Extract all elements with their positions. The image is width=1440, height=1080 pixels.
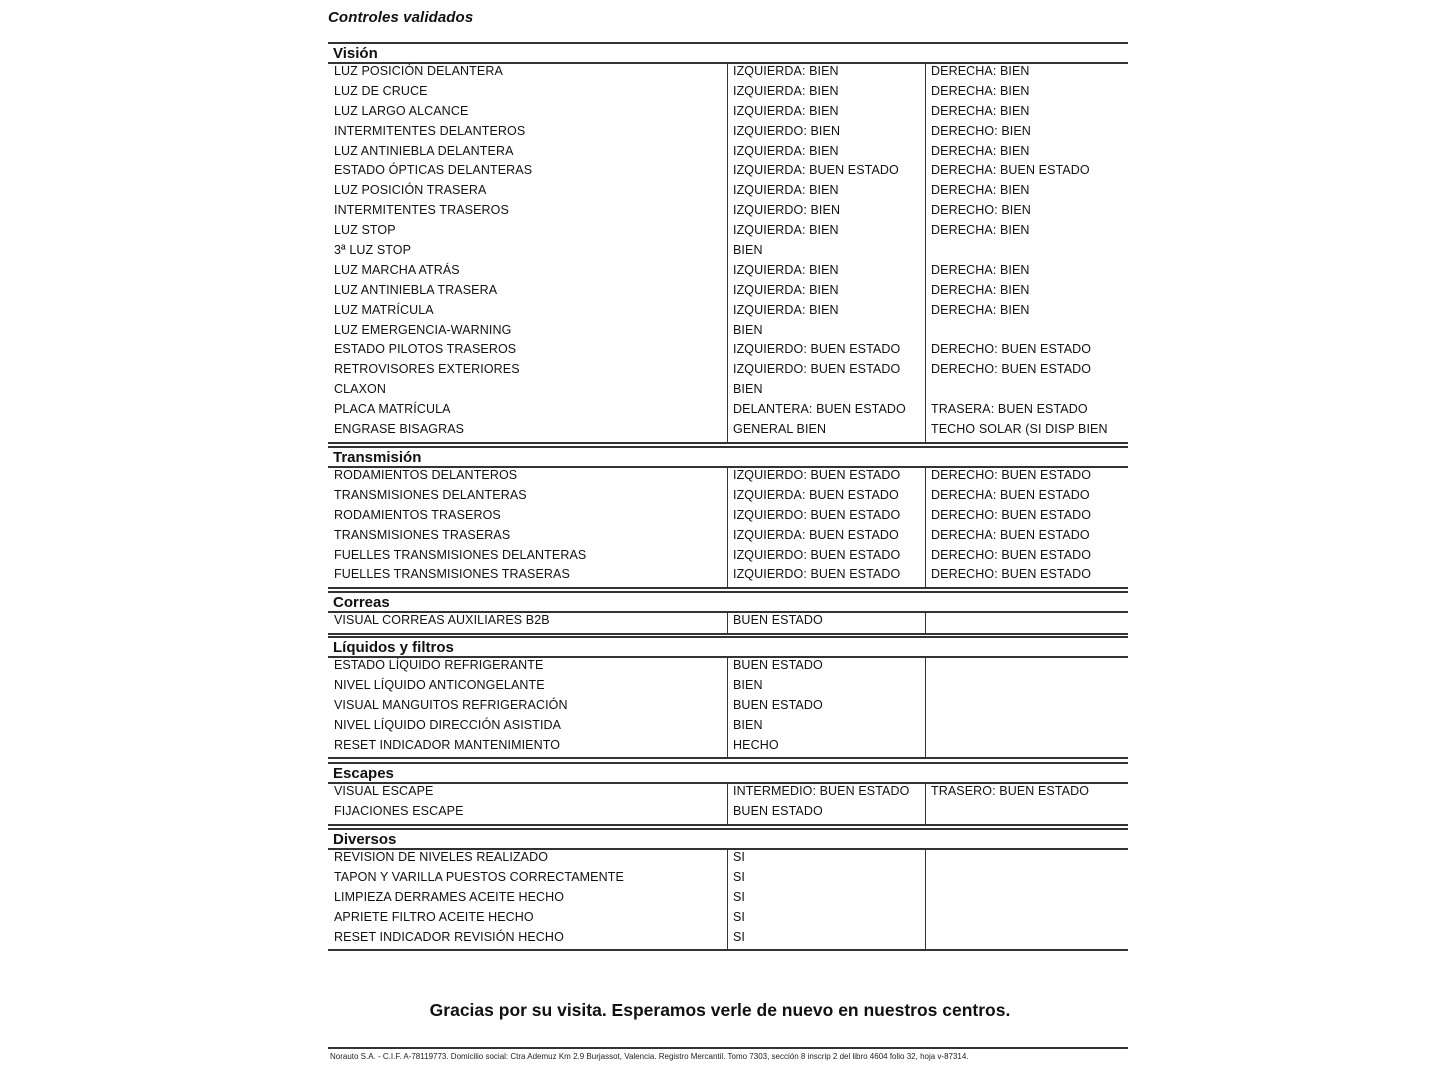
check-item-label: INTERMITENTES DELANTEROS: [334, 123, 526, 138]
section: [328, 636, 1128, 759]
check-result-primary: IZQUIERDA: BUEN ESTADO: [733, 163, 899, 178]
check-row: [328, 658, 1128, 678]
check-row: [328, 804, 1128, 824]
check-result-primary: GENERAL BIEN: [733, 422, 827, 437]
check-row: [328, 870, 1128, 890]
check-row: [328, 548, 1128, 568]
check-result-secondary: TRASERO: BUEN ESTADO: [931, 784, 1090, 798]
check-row: [328, 698, 1128, 718]
legal-notice: Norauto S.A. - C.I.F. A-78119773. Domicilio social: Ctra Ademuz Km 2.9 Burjassot, Valencia. Registro Mercantil. Tomo 7303, sección 8 inscrip 2 del libro 4604 folio 32, hoja v-87314.: [330, 1052, 969, 1061]
check-row: [328, 163, 1128, 183]
check-result-primary: IZQUIERDO: BUEN ESTADO: [733, 342, 901, 357]
check-row: [328, 183, 1128, 203]
check-item-label: APRIETE FILTRO ACEITE HECHO: [334, 909, 534, 924]
check-result-secondary: DERECHA: BIEN: [931, 103, 1030, 118]
check-row: [328, 738, 1128, 758]
check-item-label: CLAXON: [334, 382, 387, 397]
check-result-primary: SI: [733, 909, 746, 924]
check-result-secondary: DERECHA: BIEN: [931, 183, 1030, 198]
section-title: Líquidos y filtros: [333, 639, 454, 656]
section-rows: [328, 613, 1128, 635]
check-row: [328, 84, 1128, 104]
check-result-primary: BUEN ESTADO: [733, 658, 823, 672]
check-result-primary: BIEN: [733, 322, 763, 337]
check-item-label: LUZ EMERGENCIA-WARNING: [334, 322, 512, 337]
check-row: [328, 930, 1128, 950]
check-item-label: RESET INDICADOR REVISIÓN HECHO: [334, 929, 564, 944]
section-rows: [328, 850, 1128, 951]
check-item-label: RODAMIENTOS TRASEROS: [334, 507, 501, 522]
check-row: [328, 488, 1128, 508]
check-row: [328, 784, 1128, 804]
check-result-primary: IZQUIERDA: BIEN: [733, 64, 839, 78]
check-row: [328, 362, 1128, 382]
check-result-secondary: DERECHA: BIEN: [931, 64, 1030, 78]
check-row: [328, 567, 1128, 587]
check-item-label: RETROVISORES EXTERIORES: [334, 362, 520, 377]
check-result-primary: BUEN ESTADO: [733, 697, 823, 712]
check-result-secondary: DERECHO: BUEN ESTADO: [931, 507, 1092, 522]
check-row: [328, 382, 1128, 402]
section-title: Visión: [333, 45, 378, 62]
check-row: [328, 283, 1128, 303]
check-item-label: FUELLES TRANSMISIONES DELANTERAS: [334, 547, 587, 562]
check-row: [328, 422, 1128, 442]
check-result-primary: IZQUIERDO: BUEN ESTADO: [733, 547, 901, 562]
check-item-label: TRANSMISIONES DELANTERAS: [334, 487, 527, 502]
check-result-primary: SI: [733, 929, 746, 944]
check-result-secondary: DERECHO: BUEN ESTADO: [931, 468, 1092, 482]
section-title: Correas: [333, 594, 390, 611]
check-result-primary: IZQUIERDA: BUEN ESTADO: [733, 487, 899, 502]
check-result-primary: IZQUIERDA: BIEN: [733, 103, 839, 118]
section-header: [328, 446, 1128, 468]
check-result-primary: IZQUIERDO: BUEN ESTADO: [733, 507, 901, 522]
check-row: [328, 890, 1128, 910]
section-header: [328, 591, 1128, 613]
footer-divider: [328, 1047, 1128, 1049]
check-row: [328, 613, 1128, 633]
check-result-secondary: DERECHO: BIEN: [931, 123, 1031, 138]
check-result-primary: IZQUIERDA: BIEN: [733, 83, 839, 98]
check-result-primary: IZQUIERDA: BIEN: [733, 143, 839, 158]
check-result-secondary: DERECHA: BUEN ESTADO: [931, 163, 1090, 178]
check-item-label: ENGRASE BISAGRAS: [334, 422, 465, 437]
check-item-label: LUZ POSICIÓN TRASERA: [334, 183, 487, 198]
check-result-primary: BIEN: [733, 717, 763, 732]
check-result-primary: IZQUIERDO: BIEN: [733, 203, 841, 218]
check-item-label: NIVEL LÍQUIDO DIRECCIÓN ASISTIDA: [334, 717, 562, 732]
check-result-primary: IZQUIERDA: BIEN: [733, 282, 839, 297]
check-result-secondary: DERECHO: BUEN ESTADO: [931, 362, 1092, 377]
section: [328, 828, 1128, 951]
section-rows: [328, 784, 1128, 826]
check-result-secondary: TECHO SOLAR (SI DISP BIEN: [931, 422, 1108, 437]
check-item-label: TAPON Y VARILLA PUESTOS CORRECTAMENTE: [334, 869, 624, 884]
check-result-secondary: DERECHO: BUEN ESTADO: [931, 547, 1092, 562]
check-result-primary: BUEN ESTADO: [733, 613, 823, 627]
check-result-primary: IZQUIERDA: BIEN: [733, 183, 839, 198]
check-row: [328, 303, 1128, 323]
check-row: [328, 203, 1128, 223]
check-result-secondary: DERECHA: BIEN: [931, 143, 1030, 158]
check-result-primary: IZQUIERDA: BIEN: [733, 262, 839, 277]
check-item-label: LUZ MATRÍCULA: [334, 302, 434, 317]
section-header: [328, 828, 1128, 850]
check-item-label: LUZ DE CRUCE: [334, 83, 428, 98]
check-result-primary: IZQUIERDA: BUEN ESTADO: [733, 527, 899, 542]
check-result-secondary: DERECHO: BUEN ESTADO: [931, 567, 1092, 582]
check-row: [328, 263, 1128, 283]
section-title: Diversos: [333, 831, 397, 848]
check-item-label: PLACA MATRÍCULA: [334, 402, 451, 417]
document-title: Controles validados: [328, 9, 474, 26]
check-item-label: LUZ ANTINIEBLA TRASERA: [334, 282, 498, 297]
check-row: [328, 342, 1128, 362]
check-item-label: VISUAL ESCAPE: [334, 784, 434, 798]
check-result-primary: BIEN: [733, 677, 763, 692]
check-result-secondary: DERECHA: BUEN ESTADO: [931, 527, 1090, 542]
check-row: [328, 468, 1128, 488]
check-item-label: ESTADO LÍQUIDO REFRIGERANTE: [334, 658, 544, 672]
check-row: [328, 243, 1128, 263]
section-title: Transmisión: [333, 449, 422, 466]
check-result-primary: IZQUIERDO: BUEN ESTADO: [733, 362, 901, 377]
check-row: [328, 144, 1128, 164]
check-item-label: REVISION DE NIVELES REALIZADO: [334, 850, 549, 864]
check-result-primary: IZQUIERDO: BUEN ESTADO: [733, 468, 901, 482]
check-item-label: LUZ LARGO ALCANCE: [334, 103, 469, 118]
check-result-secondary: DERECHA: BUEN ESTADO: [931, 487, 1090, 502]
section-rows: [328, 64, 1128, 444]
check-item-label: LIMPIEZA DERRAMES ACEITE HECHO: [334, 889, 565, 904]
check-row: [328, 104, 1128, 124]
check-result-secondary: DERECHA: BIEN: [931, 83, 1030, 98]
section-header: [328, 762, 1128, 784]
check-item-label: VISUAL MANGUITOS REFRIGERACIÓN: [334, 697, 568, 712]
check-result-primary: HECHO: [733, 737, 779, 752]
check-item-label: LUZ MARCHA ATRÁS: [334, 262, 460, 277]
section-header: [328, 42, 1128, 64]
check-result-primary: IZQUIERDO: BUEN ESTADO: [733, 567, 901, 582]
check-result-primary: IZQUIERDA: BIEN: [733, 223, 839, 238]
check-result-secondary: DERECHO: BUEN ESTADO: [931, 342, 1092, 357]
check-row: [328, 64, 1128, 84]
check-item-label: FIJACIONES ESCAPE: [334, 803, 464, 818]
check-item-label: ESTADO PILOTOS TRASEROS: [334, 342, 517, 357]
check-result-primary: BIEN: [733, 382, 763, 397]
check-item-label: LUZ ANTINIEBLA DELANTERA: [334, 143, 514, 158]
check-item-label: RODAMIENTOS DELANTEROS: [334, 468, 518, 482]
check-item-label: VISUAL CORREAS AUXILIARES B2B: [334, 613, 550, 627]
section-title: Escapes: [333, 765, 394, 782]
check-item-label: ESTADO ÓPTICAS DELANTERAS: [334, 163, 533, 178]
check-row: [328, 850, 1128, 870]
check-result-primary: BUEN ESTADO: [733, 803, 823, 818]
check-row: [328, 223, 1128, 243]
check-item-label: LUZ STOP: [334, 223, 396, 238]
check-result-primary: INTERMEDIO: BUEN ESTADO: [733, 784, 910, 798]
check-result-primary: IZQUIERDO: BIEN: [733, 123, 841, 138]
check-result-primary: DELANTERA: BUEN ESTADO: [733, 402, 906, 417]
check-item-label: 3ª LUZ STOP: [334, 243, 412, 258]
check-result-secondary: TRASERA: BUEN ESTADO: [931, 402, 1088, 417]
check-result-primary: SI: [733, 889, 746, 904]
check-item-label: FUELLES TRANSMISIONES TRASERAS: [334, 567, 570, 582]
check-item-label: LUZ POSICIÓN DELANTERA: [334, 64, 503, 78]
check-row: [328, 508, 1128, 528]
check-result-primary: BIEN: [733, 243, 763, 258]
check-result-secondary: DERECHA: BIEN: [931, 302, 1030, 317]
section: [328, 446, 1128, 589]
check-result-secondary: DERECHA: BIEN: [931, 223, 1030, 238]
section-rows: [328, 468, 1128, 589]
check-result-secondary: DERECHA: BIEN: [931, 282, 1030, 297]
check-row: [328, 323, 1128, 343]
check-row: [328, 678, 1128, 698]
check-row: [328, 528, 1128, 548]
check-row: [328, 402, 1128, 422]
section: [328, 591, 1128, 635]
section: [328, 42, 1128, 444]
check-item-label: NIVEL LÍQUIDO ANTICONGELANTE: [334, 677, 545, 692]
check-result-primary: IZQUIERDA: BIEN: [733, 302, 839, 317]
check-row: [328, 718, 1128, 738]
check-item-label: INTERMITENTES TRASEROS: [334, 203, 509, 218]
check-item-label: RESET INDICADOR MANTENIMIENTO: [334, 737, 561, 752]
section: [328, 762, 1128, 826]
section-rows: [328, 658, 1128, 759]
check-result-secondary: DERECHO: BIEN: [931, 203, 1031, 218]
check-result-primary: SI: [733, 850, 746, 864]
check-result-primary: SI: [733, 869, 746, 884]
check-item-label: TRANSMISIONES TRASERAS: [334, 527, 511, 542]
thank-you-message: Gracias por su visita. Esperamos verle de nuevo en nuestros centros.: [429, 1000, 1011, 1020]
check-result-secondary: DERECHA: BIEN: [931, 262, 1030, 277]
check-row: [328, 910, 1128, 930]
section-header: [328, 636, 1128, 658]
check-row: [328, 124, 1128, 144]
